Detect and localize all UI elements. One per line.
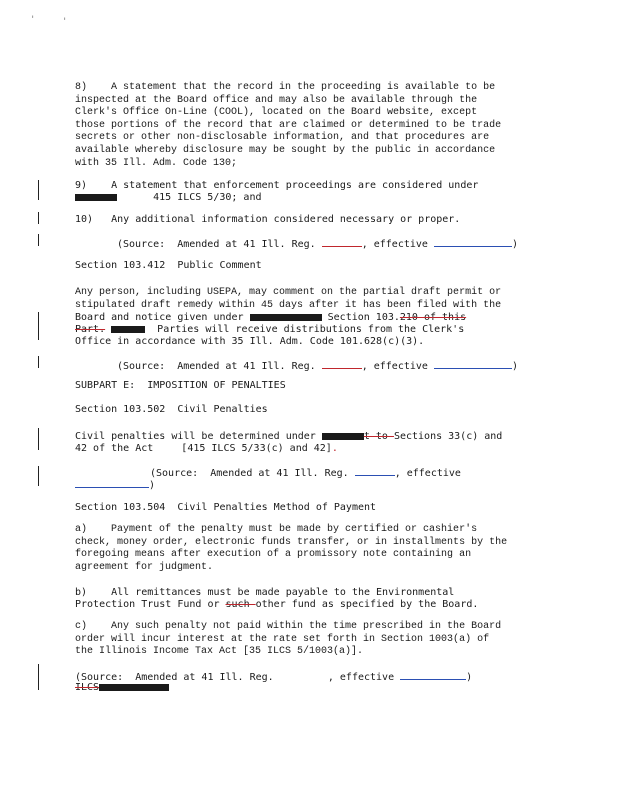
- section-103-504-a: a) Payment of the penalty must be made by certified or cashier's check, money order, electronic funds transfer, or in installments by the foregoing means after execution of a promissory note containing an agreement for judgment.: [75, 524, 508, 573]
- para-text: Parties will receive distributions from the Clerk's: [145, 324, 465, 335]
- struck-text: ILCS: [75, 682, 100, 693]
- section-103-412-line3: [75, 312, 545, 325]
- para-text: Board and notice given under: [75, 312, 250, 323]
- blank-line: [75, 478, 149, 488]
- section-103-504-b-line1: b) All remittances must be made payable to the Environmental: [75, 587, 455, 598]
- source-note-4-line2: [75, 682, 545, 695]
- effective-label: , effective: [361, 361, 434, 372]
- item-9-citation: 415 ILCS 5/30; and: [153, 192, 262, 203]
- item-8-text: 8) A statement that the record in the proceeding is available to be inspected at the Board office and may also be available through the Clerk's Office On-Line (COOL), located on the Board website, except those portions of the record that are claimed or determined to be trade secrets or other non-disclosable information, and that procedures are available whereby disclosure may be sought by the public in accordance with 35 Ill. Adm. Code 130;: [75, 82, 502, 169]
- para-text: [415 ILCS 5/33(c) and 42]: [175, 443, 332, 454]
- para-text: 42 of the Act: [75, 443, 154, 454]
- item-9-line2: [75, 192, 545, 205]
- effective-label: , effective: [394, 468, 467, 479]
- struck-text: 210 of this: [399, 312, 467, 323]
- change-bar: [38, 212, 39, 224]
- section-103-502-line2: [75, 443, 545, 456]
- change-bar: [38, 312, 39, 340]
- section-103-412-heading: Section 103.412 Public Comment: [75, 260, 262, 271]
- redaction-mark: [250, 314, 322, 321]
- source-note-2: [117, 359, 587, 374]
- source-note-1: [117, 237, 587, 252]
- change-bar: [38, 234, 39, 246]
- corner-mark: ': [62, 17, 68, 27]
- section-103-504-b-line2: [75, 599, 545, 612]
- close-paren: ): [466, 672, 473, 683]
- change-bar: [38, 664, 39, 690]
- source-note-text: (Source: Amended at 41 Ill. Reg.: [117, 361, 322, 372]
- section-103-412-line5: Office in accordance with 35 Ill. Adm. Code 101.628(c)(3).: [75, 336, 425, 347]
- redaction-mark: [99, 684, 169, 691]
- source-note-3-line2: [75, 478, 545, 493]
- section-103-504-heading: Section 103.504 Civil Penalties Method of Payment: [75, 502, 377, 513]
- struck-text: such: [225, 599, 256, 610]
- change-bar: [38, 356, 39, 368]
- redaction-mark: [111, 326, 145, 333]
- section-103-504-c: c) Any such penalty not paid within the time prescribed in the Board order will incur interest at the rate set forth in Section 1003(a) of the Illinois Income Tax Act [35 ILCS 5/1003(a)].: [75, 621, 502, 658]
- section-103-502-heading: Section 103.502 Civil Penalties: [75, 404, 268, 415]
- para-text: Section 103.: [321, 312, 400, 323]
- close-paren: ): [149, 480, 156, 491]
- inserted-text: .: [331, 443, 338, 454]
- para-text: Sections 33(c) and: [393, 431, 503, 442]
- blank-line: [434, 359, 512, 369]
- blank-line: [322, 359, 362, 369]
- source-note-text: (Source: Amended at 41 Ill. Reg. , effective: [75, 672, 401, 683]
- section-103-502-line1: [75, 431, 545, 444]
- blank-line: [400, 670, 466, 680]
- item-9-text: 9) A statement that enforcement proceedings are considered under: [75, 180, 479, 191]
- source-note-text: (Source: Amended at 41 Ill. Reg.: [150, 468, 355, 479]
- para-text: Protection Trust Fund or: [75, 599, 226, 610]
- close-paren: ): [511, 361, 518, 372]
- struck-text: Part.: [75, 324, 106, 335]
- redaction-mark: [322, 433, 364, 440]
- subpart-e-heading: SUBPART E: IMPOSITION OF PENALTIES: [75, 380, 286, 391]
- section-103-412-para: Any person, including USEPA, may comment on the partial draft permit or stipulated draft remedy within 45 days after it has been filed with the: [75, 287, 502, 311]
- para-text: Civil penalties will be determined under: [75, 431, 322, 442]
- redaction-mark: [75, 194, 117, 201]
- blank-line: [355, 466, 395, 476]
- item-10-text: 10) Any additional information considered necessary or proper.: [75, 214, 461, 225]
- change-bar: [38, 180, 39, 200]
- blank-line: [434, 237, 512, 247]
- close-paren: ): [511, 239, 518, 250]
- effective-label: , effective: [361, 239, 434, 250]
- source-note-text: (Source: Amended at 41 Ill. Reg.: [117, 239, 322, 250]
- item-9: [75, 180, 545, 193]
- struck-text: t to: [363, 431, 394, 442]
- blank-line: [322, 237, 362, 247]
- change-bar: [38, 428, 39, 450]
- para-text: other fund as specified by the Board.: [255, 599, 479, 610]
- change-bar: [38, 466, 39, 486]
- corner-mark: ': [30, 15, 36, 25]
- section-103-412-line4: [75, 324, 545, 337]
